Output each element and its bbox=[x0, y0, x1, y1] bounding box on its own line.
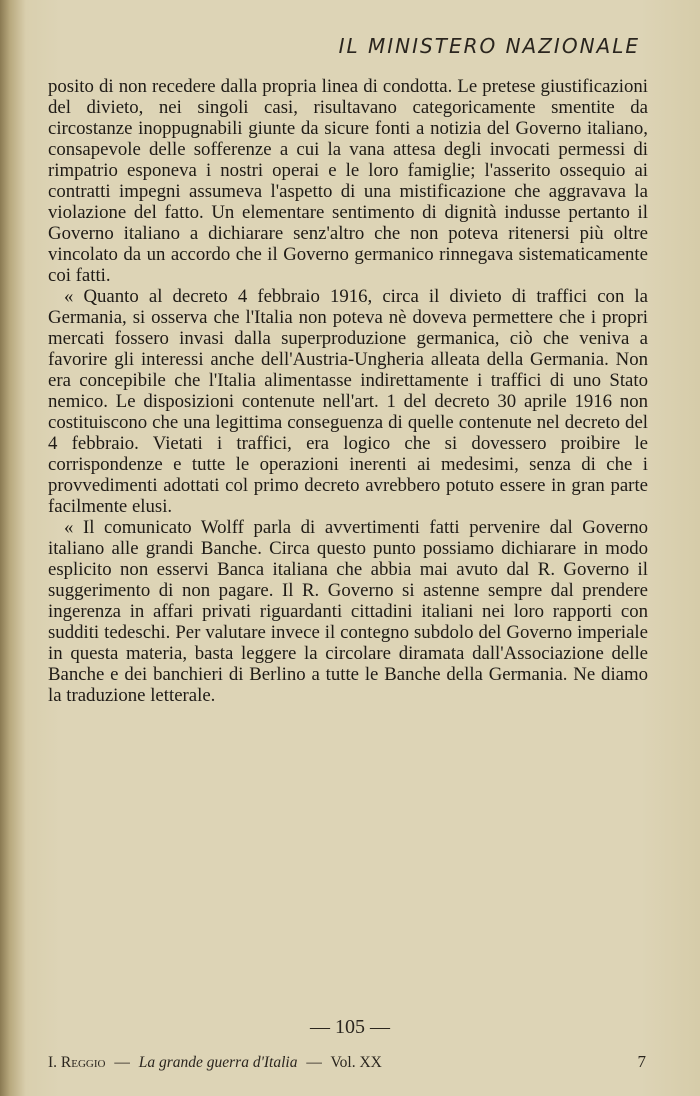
paragraph-wolff: « Il comunicato Wolff parla di avvertimenti fatti pervenire dal Governo italiano alle grandi Banche. Circa questo punto possiamo dichiarare in modo esplicito non esservi Banca italiana che abbia mai avuto dal R. Governo il suggerimento di non pagare. Il R. Governo si astenne sempre dal prendere ingerenza in affari privati riguardanti cittadini italiani nei loro rapporti con sudditi tedeschi. Per valutare invece il contegno subdolo del Governo imperiale in questa materia, basta leggere la circolare diramata dall'Associazione delle Banche e dei banchieri di Berlino a tutte le Banche della Germania. Ne diamo la traduzione letterale. bbox=[48, 517, 648, 706]
footer-dash: — bbox=[114, 1054, 130, 1071]
footer-volume: Vol. XX bbox=[330, 1054, 382, 1071]
footer-signature: 7 bbox=[637, 1052, 646, 1071]
footer-author: I. Reggio bbox=[48, 1054, 106, 1071]
footer bbox=[48, 1052, 648, 1072]
footer-title: La grande guerra d'Italia bbox=[138, 1054, 298, 1071]
paragraph-continuation: posito di non recedere dalla propria linea di condotta. Le pretese giustificazioni del divieto, nei singoli casi, risultavano categoricamente smentite da circostanze inoppugnabili giunte da sicure fonti a notizia del Governo italiano, consapevole delle sofferenze a cui la vana attesa degli invocati permessi di rimpatrio esponeva i nostri operai e le loro famiglie; l'asserito ossequio ai contratti impegni assumeva l'aspetto di una mistificazione che aggravava la violazione del fatto. Un elementare sentimento di dignità indusse pertanto il Governo italiano a dichiarare senz'altro che non poteva ritenersi più oltre vincolato da un accordo che il Governo germanico rinnegava sistematicamente coi fatti. bbox=[48, 76, 648, 286]
page-number: — 105 — bbox=[310, 1016, 390, 1038]
footer-dash: — bbox=[306, 1054, 322, 1071]
body-text bbox=[48, 76, 648, 706]
running-head: IL MINISTERO NAZIONALE bbox=[338, 34, 640, 58]
footer-citation bbox=[48, 1054, 382, 1072]
paragraph-decree: « Quanto al decreto 4 febbraio 1916, circa il divieto di traffici con la Germania, si osserva che l'Italia non poteva nè doveva permettere che i propri mercati fossero invasi dalla superproduzione germanica, ciò che veniva a favorire gli interessi anche dell'Austria-Ungheria alleata della Germania. Non era concepibile che l'Italia alimentasse indirettamente i traffici di uno Stato nemico. Le disposizioni contenute nell'art. 1 del decreto 30 aprile 1916 non costituiscono che una legittima conseguenza di quelle contenute nel decreto del 4 febbraio. Vietati i traffici, era logico che si dovessero proibire le corrispondenze e tutte le operazioni inerenti ai medesimi, senza di che i provvedimenti adottati col primo decreto avrebbero potuto essere in gran parte facilmente elusi. bbox=[48, 286, 648, 517]
